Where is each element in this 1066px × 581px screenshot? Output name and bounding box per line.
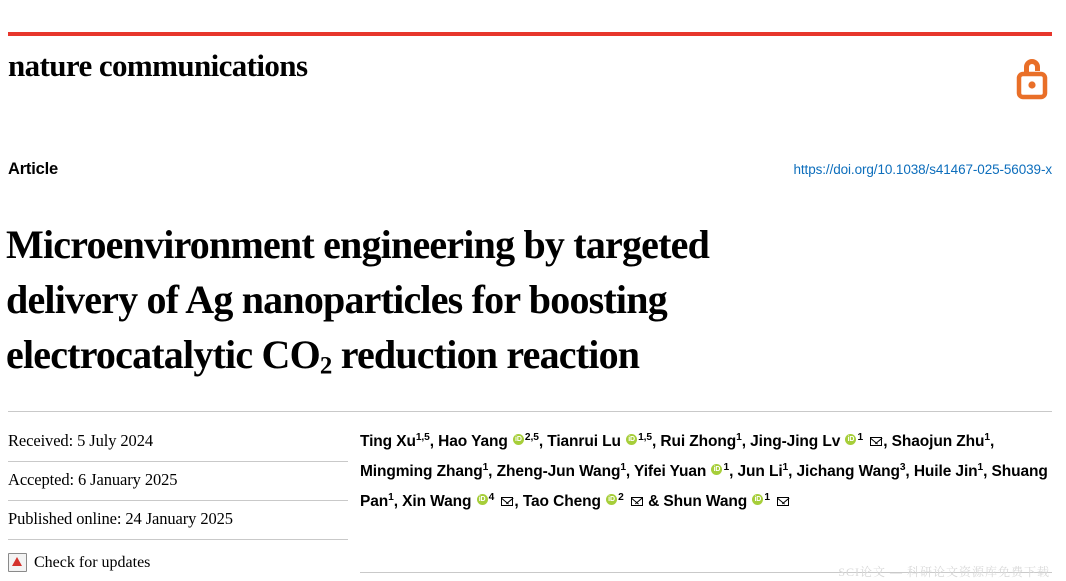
section-divider bbox=[8, 411, 1052, 412]
open-access-icon bbox=[1012, 54, 1052, 102]
check-for-updates[interactable] bbox=[8, 553, 348, 572]
accepted-date: Accepted: 6 January 2025 bbox=[8, 462, 348, 501]
watermark-text: SCI论文 — 科研论文资源库免费下载 bbox=[838, 565, 1050, 579]
article-type-label: Article bbox=[8, 160, 58, 178]
crossmark-icon bbox=[8, 553, 27, 572]
page-title bbox=[6, 217, 1046, 393]
journal-rule bbox=[8, 32, 1052, 36]
title-line-2: delivery of Ag nanoparticles for boosting bbox=[6, 276, 667, 322]
title-line-1: Microenvironment engineering by targeted bbox=[6, 221, 710, 267]
doi-link[interactable]: https://doi.org/10.1038/s41467-025-56039-x bbox=[793, 162, 1052, 177]
title-line-3-post: reduction reaction bbox=[331, 331, 640, 377]
author-list: Ting Xu$^{1,5}$, Hao Yang iD$^{2,5}$, Tianrui Lu iD$^{1,5}$, Rui Zhong$^1$, Jing-Jing Lv $iD^1$ , Shaojun Zhu$^1$, Mingming Zhang$^1$, Zheng-Jun Wang$^1$, Yifei Yuan $iD^1$, Jun Li$^1$, Jichang Wang$^3$, Huile Jin$^1$, Shuang Pan$^1$, Xin Wang $iD^4$ , Tao Cheng $iD^2$ & Shun Wang $iD^1$ bbox=[360, 425, 1050, 515]
title-line-3-pre: electrocatalytic CO bbox=[6, 331, 320, 377]
article-meta-row bbox=[8, 160, 1052, 182]
title-subscript: 2 bbox=[319, 352, 332, 380]
publication-history bbox=[8, 423, 348, 572]
received-date: Received: 5 July 2024 bbox=[8, 423, 348, 462]
journal-masthead: nature communications bbox=[8, 48, 308, 83]
check-for-updates-label: Check for updates bbox=[34, 553, 151, 571]
published-date: Published online: 24 January 2025 bbox=[8, 501, 348, 540]
